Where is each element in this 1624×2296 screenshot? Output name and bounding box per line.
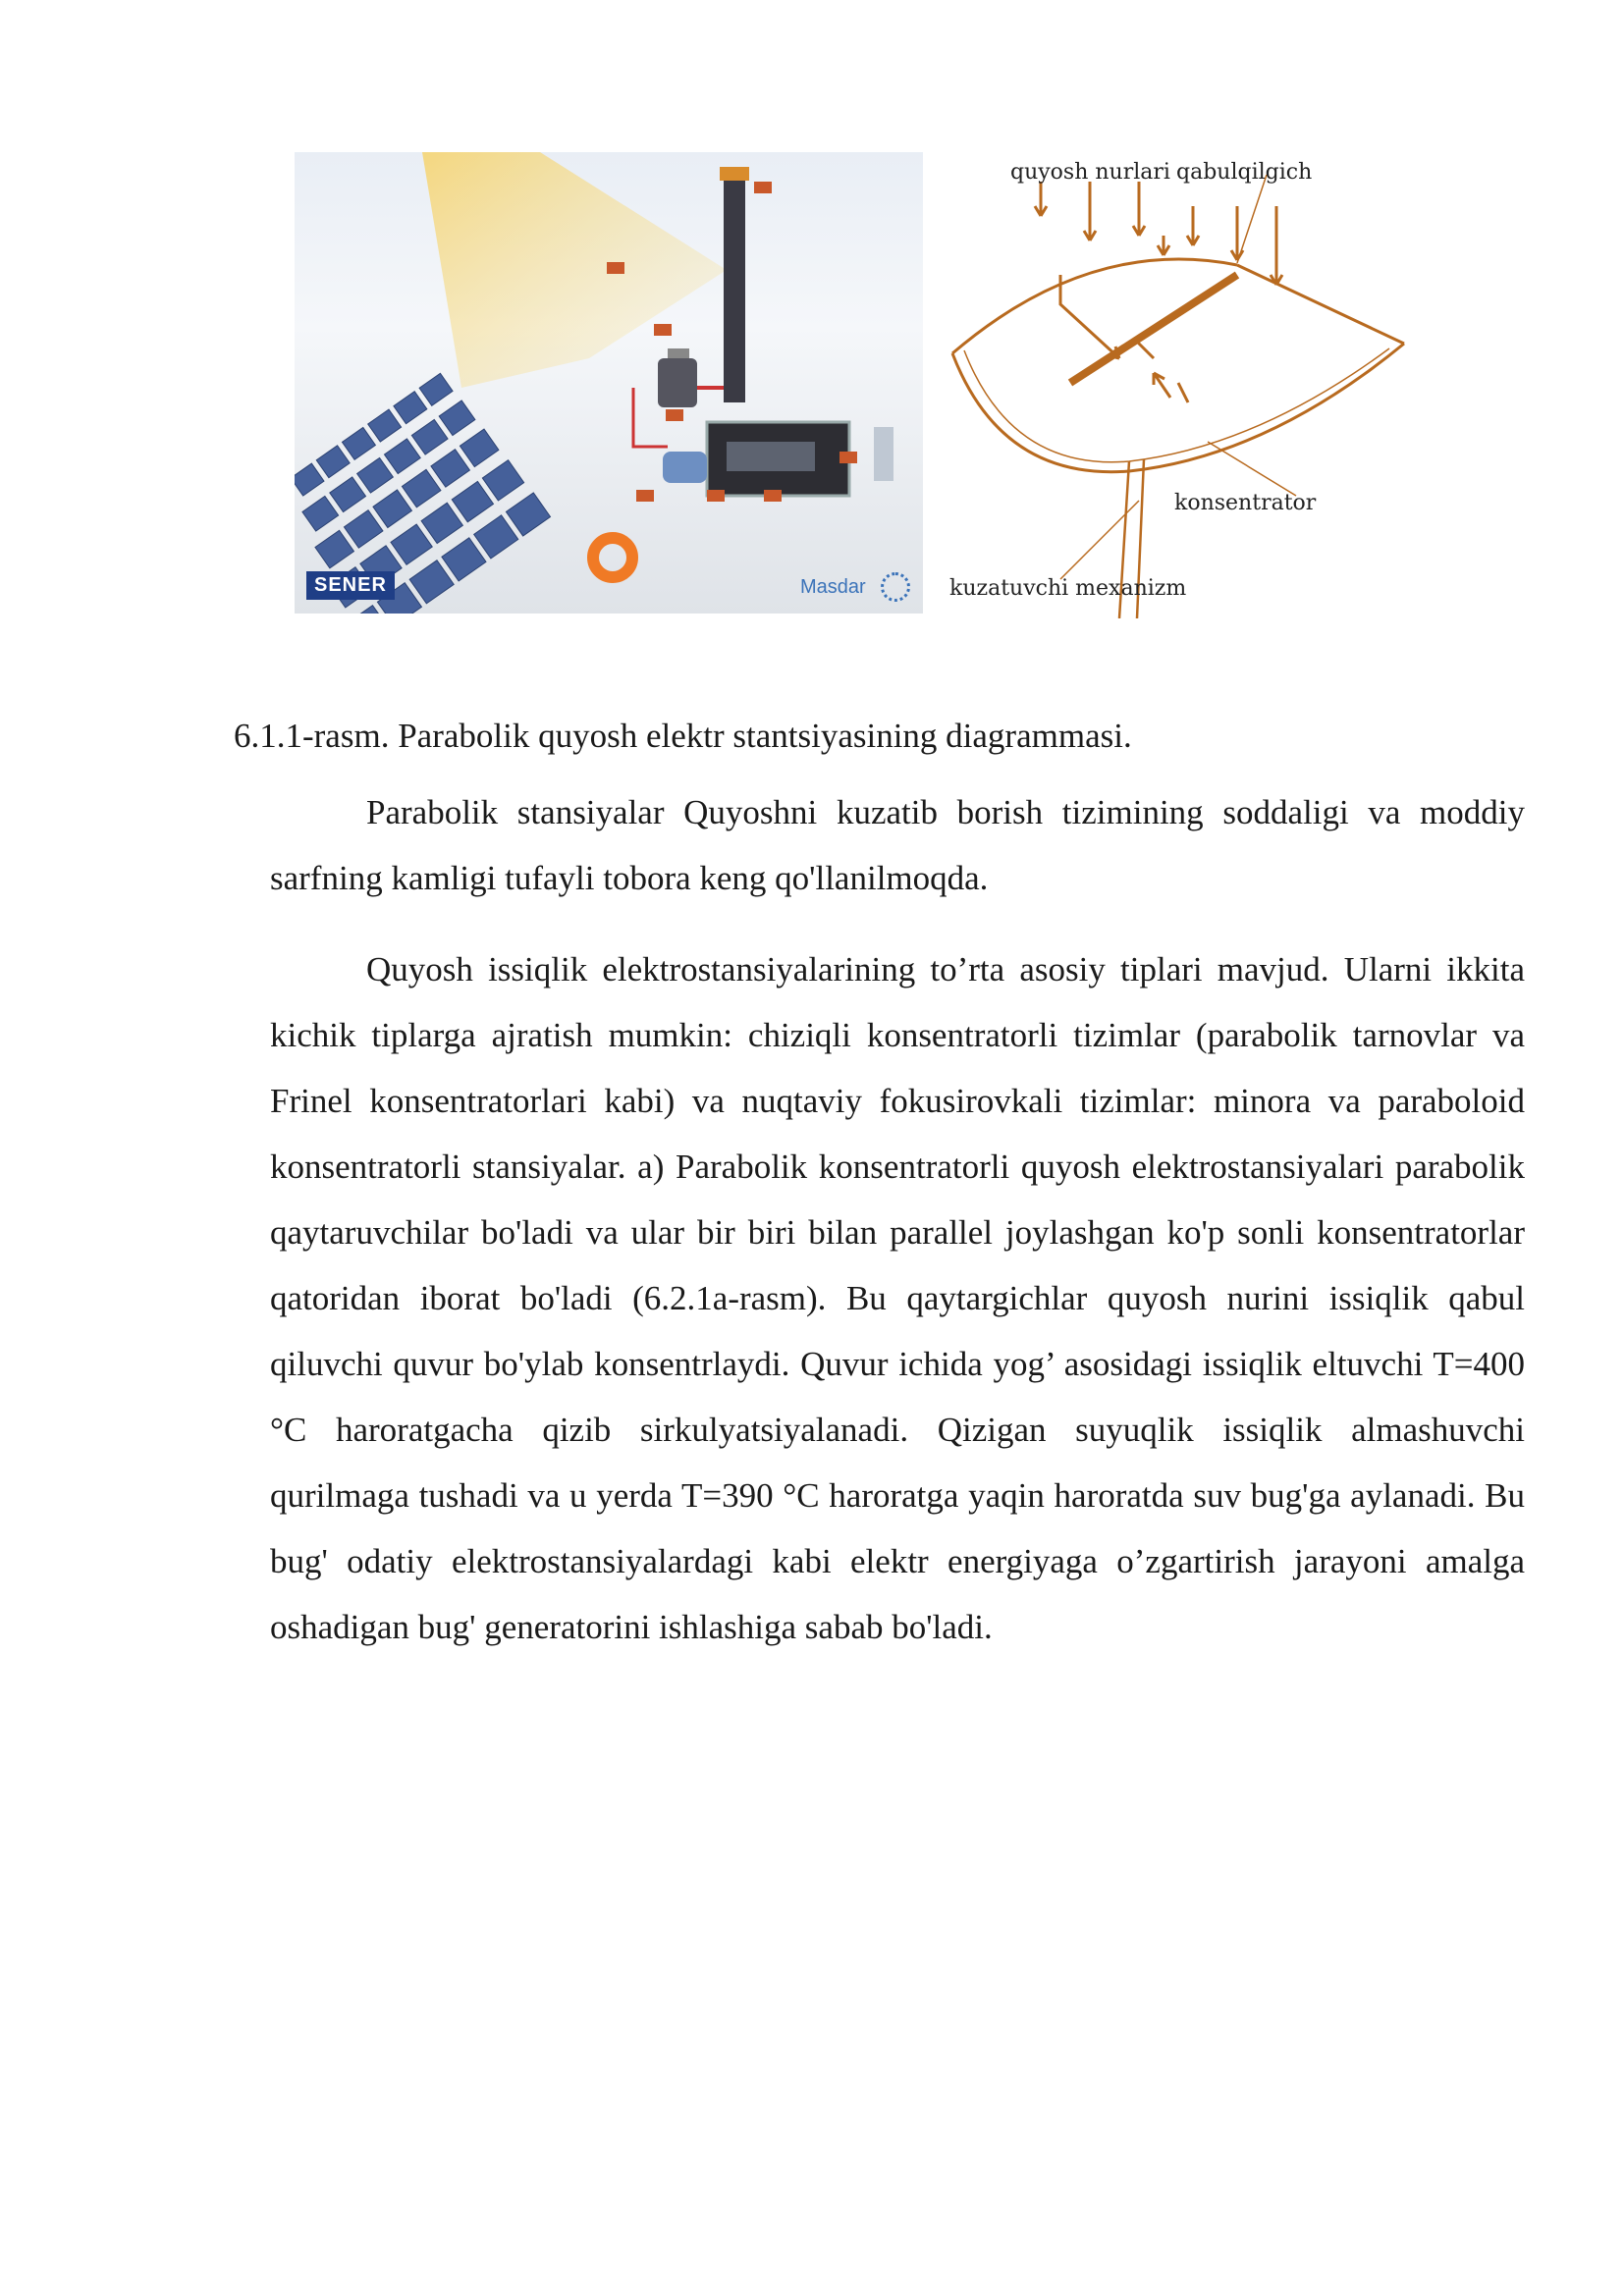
label-receiver: qabulqilgich (1176, 160, 1313, 185)
solar-plant-illustration (295, 152, 923, 614)
label-sun-rays: quyosh nurlari (1010, 160, 1170, 185)
orange-ring-logo (587, 532, 638, 583)
solar-tower (724, 167, 745, 402)
trough-lines (952, 175, 1404, 618)
masdar-logo-mark (881, 572, 910, 602)
steam-generator (663, 452, 707, 483)
storage-tank (658, 358, 697, 407)
parabolic-trough-schematic (943, 147, 1483, 618)
receiver-tube (1070, 275, 1237, 383)
masdar-logo: Masdar (800, 576, 866, 598)
label-concentrator: konsentrator (1174, 491, 1317, 515)
figure-caption: 6.1.1-rasm. Parabolik quyosh elektr stantsiyasining diagrammasi. (234, 717, 1132, 755)
tower-receiver (720, 167, 749, 181)
trough-drawing (943, 147, 1483, 618)
paragraph-2: Quyosh issiqlik elektrostansiyalarining to’rta asosiy tiplari mavjud. Ularni ikkita kichik tiplarga ajratish mumkin: chiziqli konsentratorli tizimlar (parabolik tarnovlar va Frinel konsentratorlari kabi) va nuqtaviy fokusirovkali tizimlar: minora va paraboloid konsentratorli stansiyalar. a) Parabolik konsentratorli quyosh elektrostansiyalari parabolik qaytaruvchilar bo'ladi va ular bir biri bilan parallel joylashgan ko'p sonli konsentratorlar qatoridan iborat bo'ladi (6.2.1a-rasm). Bu qaytargichlar quyosh nurini issiqlik qabul qiluvchi quvur bo'ylab konsentrlaydi. Quvur ichida yog’ asosidagi issiqlik eltuvchi T=400 °C haroratgacha qizib sirkulyatsiyalanadi. Qizigan suyuqlik issiqlik almashuvchi qurilmaga tushadi va u yerda T=390 °C haroratga yaqin haroratda suv bug'ga aylanadi. Bu bug' odatiy elektrostansiyalardagi kabi elektr energiyaga o’zgartirish jarayoni amalga oshadigan bug' generatorini ishlashiga sabab bo'ladi. (270, 950, 1525, 1646)
label-tracking-mechanism: kuzatuvchi mexanizm (949, 576, 1187, 601)
paragraph-1: Parabolik stansiyalar Quyoshni kuzatib borish tizimining soddaligi va moddiy sarfning kamligi tufayli tobora keng qo'llanilmoqda. (270, 793, 1525, 897)
sener-logo: SENER (306, 571, 395, 600)
figure (295, 147, 1483, 618)
